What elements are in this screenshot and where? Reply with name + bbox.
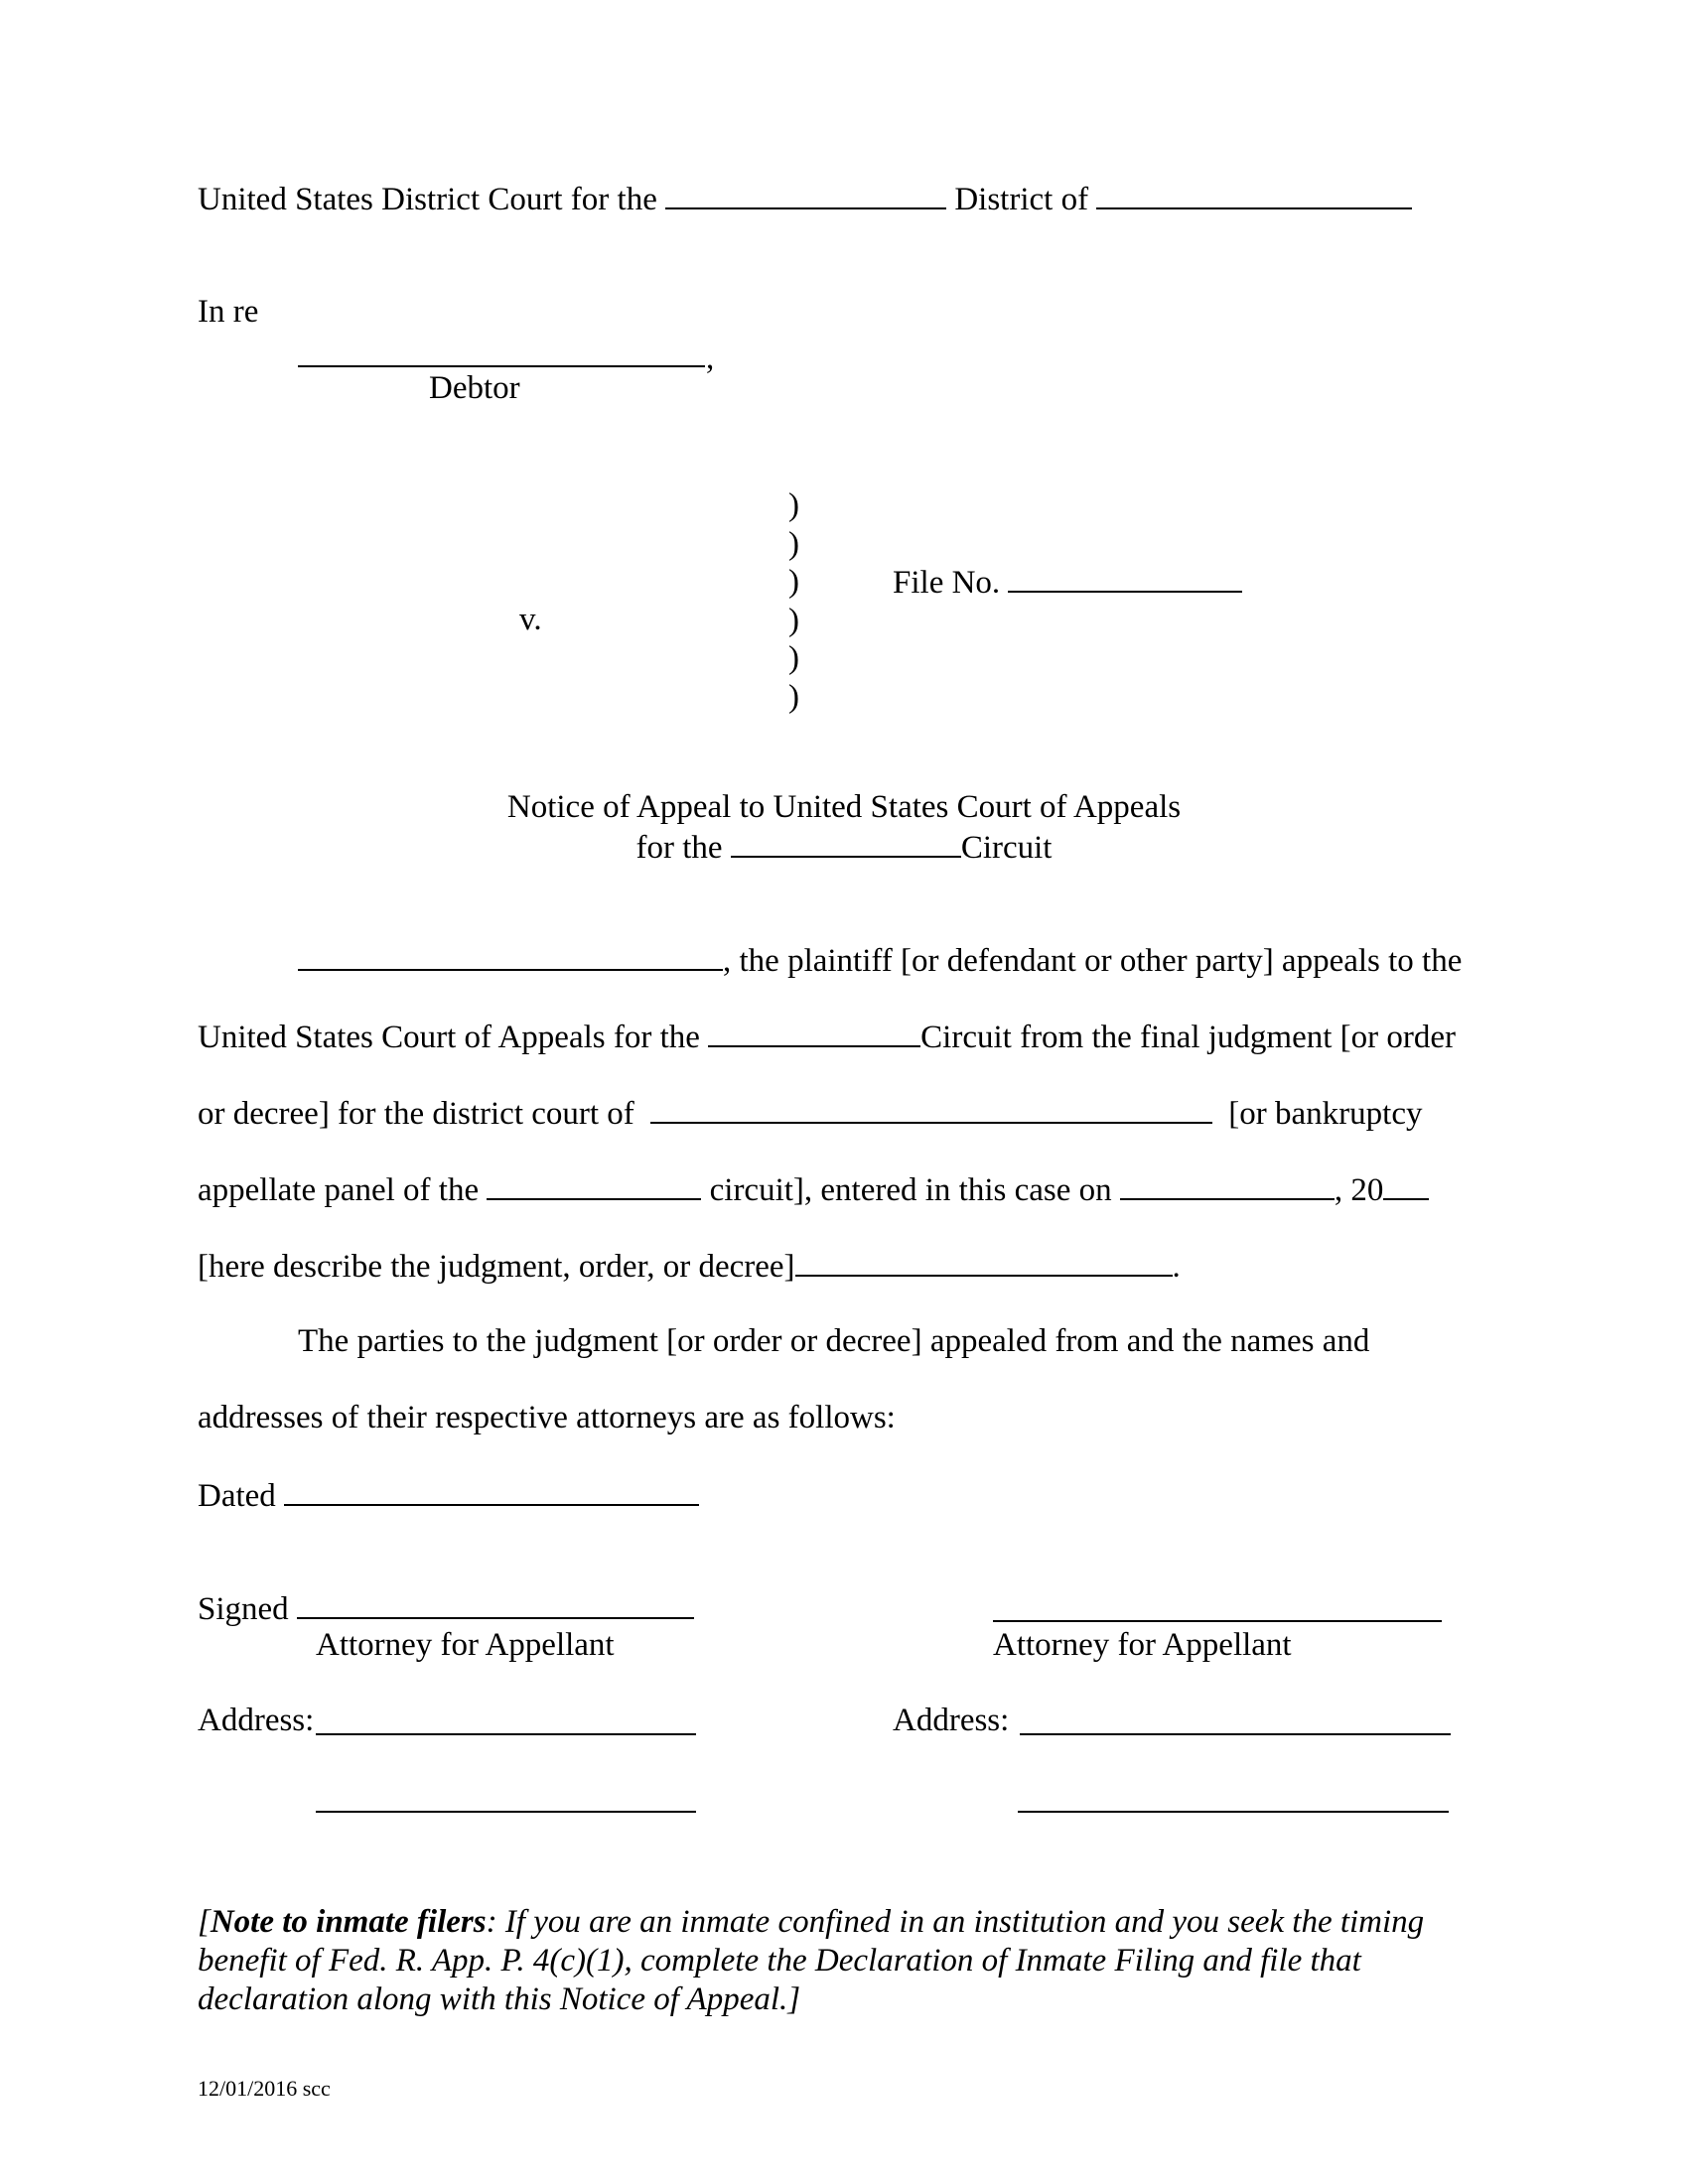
entered-date-blank[interactable] [1120,1172,1335,1200]
court-prefix: United States District Court for the [198,182,657,217]
body-line-1 [298,943,1462,978]
signature-blank-right[interactable] [993,1620,1442,1622]
title-for-the: for the [635,830,723,866]
paren: ) [788,602,799,638]
judgment-description-blank[interactable] [795,1249,1173,1277]
appeals-circuit-blank[interactable] [708,1020,920,1047]
address-blank-left-2[interactable] [316,1811,696,1813]
versus-label: v. [519,602,542,637]
in-re-label: In re [198,294,259,330]
body-line-6: The parties to the judgment [or order or decree] appealed from and the names and [298,1323,1370,1359]
address-blank-left-1[interactable] [316,1733,696,1735]
attorney-label-left: Attorney for Appellant [316,1627,615,1663]
signed-label: Signed [198,1591,289,1627]
body-p5-suffix: . [1172,1249,1181,1285]
body-p4-prefix: appellate panel of the [198,1172,480,1208]
notice-title-line2 [0,830,1688,865]
dated-line [198,1478,699,1513]
address-blank-right-2[interactable] [1018,1811,1449,1813]
body-line-5 [198,1249,1181,1284]
address-label-left: Address: [198,1703,315,1738]
body-line-7: addresses of their respective attorneys are as follows: [198,1400,896,1435]
address-label-right: Address: [893,1703,1010,1738]
bankruptcy-circuit-blank[interactable] [487,1172,701,1200]
district-label: District of [954,182,1089,217]
form-revision-code: 12/01/2016 scc [198,2076,331,2101]
paren: ) [788,678,799,715]
body-line-3 [198,1096,1422,1131]
body-p3-suffix: [or bankruptcy [1228,1096,1423,1132]
district-of-blank[interactable] [1096,182,1412,209]
note-open-bracket: [ [198,1904,211,1940]
body-p3-prefix: or decree] for the district court of [198,1096,634,1132]
inmate-filers-note [198,1903,1488,2019]
paren: ) [788,525,799,562]
note-heading: Note to inmate filers [210,1904,487,1940]
file-no-label: File No. [893,565,1001,601]
body-line-2 [198,1020,1456,1054]
circuit-blank[interactable] [731,830,961,858]
caption-parentheses [788,486,799,716]
body-p2-prefix: United States Court of Appeals for the [198,1020,700,1055]
file-no-blank[interactable] [1008,565,1242,593]
signed-line [198,1591,694,1626]
year-blank[interactable] [1383,1172,1429,1200]
body-p4-suffix: , 20 [1334,1172,1384,1208]
court-header-line [198,182,1412,216]
title-circuit: Circuit [960,830,1053,866]
body-p2-suffix: Circuit from the final judgment [or order [920,1020,1457,1055]
dated-blank[interactable] [284,1478,699,1506]
paren: ) [788,640,799,676]
debtor-name-blank[interactable] [298,365,705,367]
paren: ) [788,564,799,600]
attorney-label-right: Attorney for Appellant [993,1627,1292,1663]
body-p5-prefix: [here describe the judgment, order, or decree] [198,1249,795,1285]
dated-label: Dated [198,1478,276,1514]
debtor-comma: , [706,341,715,376]
district-blank[interactable] [665,182,946,209]
paren: ) [788,487,799,523]
note-text: : If you are an inmate confined in an institution and you seek the timing benefit of Fed. R. App. P. 4(c)(1), complete the Declaration of Inmate Filing and file that declaration along with this Notice of Appeal.] [198,1904,1425,2017]
file-no-line [893,565,1242,600]
signature-blank-left[interactable] [297,1591,694,1619]
body-p4-middle: circuit], entered in this case on [709,1172,1112,1208]
body-line-4 [198,1172,1429,1207]
address-blank-right-1[interactable] [1020,1733,1451,1735]
body-p1-text: , the plaintiff [or defendant or other party] appeals to the [723,943,1463,979]
debtor-label: Debtor [429,370,520,406]
notice-title-line1: Notice of Appeal to United States Court of Appeals [506,789,1182,825]
district-court-blank[interactable] [650,1096,1212,1124]
appellant-name-blank[interactable] [298,943,723,971]
